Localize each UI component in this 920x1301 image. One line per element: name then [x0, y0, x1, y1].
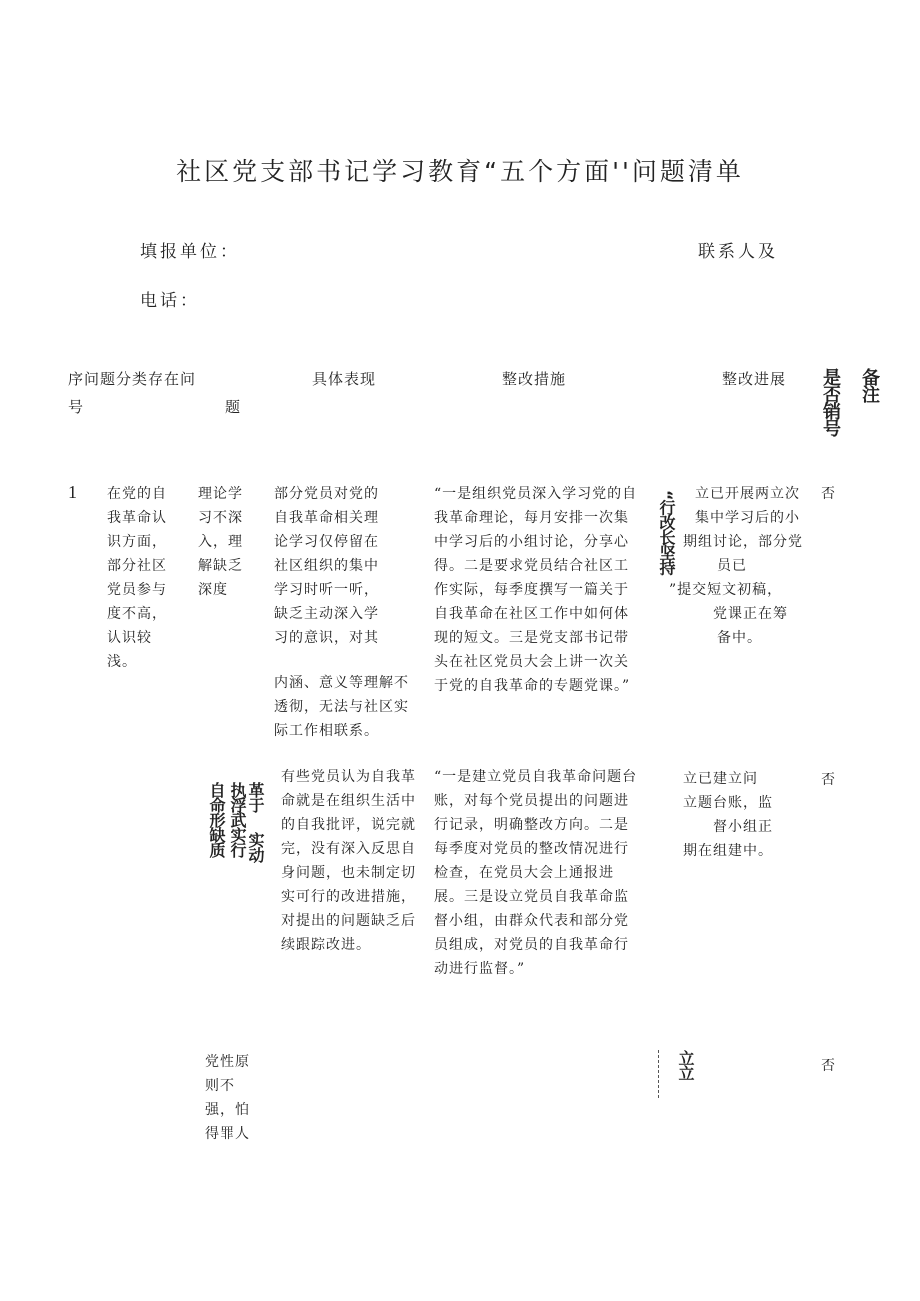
contact-label: 联系人及: [698, 242, 778, 262]
row1-progress-line: 集中学习后的小: [695, 510, 800, 526]
row2-problem-vertical-a: 革于: [246, 782, 265, 812]
row3-vertical-note: 立立: [676, 1050, 695, 1080]
row1-progress-line: 立已开展两立次: [695, 486, 800, 502]
row1-progress: [669, 482, 808, 650]
row1-problem: 理论学习不深入，理解缺乏深度: [198, 486, 243, 598]
row1-measures: “一是组织党员深入学习党的自我革命理论，每月安排一次集中学习后的小组讨论，分享心得。二是要求党员结合社区工作实际，每季度撰写一篇关于自我革命在社区工作中如何体现的短文。三是党支部书记带头在社区党员大会上讲一次关于党的自我革命的专题党课。”: [434, 486, 638, 694]
row2-progress-line: 期在组建中。: [683, 843, 773, 859]
row2-problem-vertical-b: 执浮武实行: [228, 782, 247, 857]
header-seq-category-problem: 序问题分类存在问: [68, 370, 197, 388]
row2-canceled: 否: [821, 772, 836, 788]
row1-progress-line: 备中。: [717, 630, 762, 646]
row1-manifestation-a: 部分党员对党的自我革命相关理论学习仅停留在社区组织的集中学习时听一听，缺乏主动深入学习的意识，对其: [274, 486, 379, 646]
row3-dashed-mark: [658, 1050, 661, 1098]
row1-manifestation-b: 内涵、意义等理解不透彻，无法与社区实际工作相联系。: [274, 675, 409, 739]
row2-progress-line: 立题台账，监: [683, 795, 773, 811]
row3-problem: 党性原则不强，怕得罪人: [205, 1054, 250, 1142]
phone-label: 电话：: [140, 291, 200, 311]
header-manifestation: 具体表现: [312, 370, 377, 388]
row2-problem-vertical-extra: 实动: [246, 832, 265, 862]
row2-problem-vertical-c: 自命形缺质: [207, 782, 226, 857]
header-remark: 备注: [859, 368, 880, 402]
row1-canceled: 否: [821, 486, 836, 502]
page-title: 社区党支部书记学习教育“五个方面''问题清单: [176, 157, 744, 186]
row1-progress-line: 期组讨论，部分党: [683, 534, 803, 550]
fill-unit-label: 填报单位：: [140, 242, 240, 262]
row1-seq: 1: [68, 482, 77, 502]
row1-category: 在党的自我革命认识方面，部分社区党员参与度不高，认识较浅。: [107, 486, 167, 670]
header-measures: 整改措施: [502, 370, 567, 388]
row3-canceled: 否: [821, 1058, 836, 1074]
row1-vertical-note: “行改长坚持: [657, 490, 676, 575]
row2-progress-line: 督小组正: [713, 819, 773, 835]
row2-measures: “一是建立党员自我革命问题台账，对每个党员提出的问题进行记录，明确整改方向。二是每季度对党员的整改情况进行检查，在党员大会上通报进展。三是设立党员自我革命监督小组，由群众代表和部分党员组成，对党员的自我革命行动进行监督。”: [434, 769, 638, 977]
row1-progress-line: 党课正在筹: [713, 606, 788, 622]
row2-progress: [683, 767, 803, 863]
row2-manifestation: 有些党员认为自我革命就是在组织生活中的自我批评，说完就完，没有深入反思自身问题，也未制定切实可行的改进措施，对提出的问题缺乏后续跟踪改进。: [281, 769, 416, 953]
row2-progress-line: 立已建立问: [683, 771, 758, 787]
header-problem-suffix: 题: [225, 398, 242, 416]
header-progress: 整改进展: [722, 370, 787, 388]
header-seq-suffix: 号: [68, 398, 85, 416]
header-canceled: 是否销号: [820, 368, 841, 436]
row1-progress-line: ”提交短文初稿，: [669, 582, 783, 598]
row1-progress-line: 员已: [717, 558, 747, 574]
